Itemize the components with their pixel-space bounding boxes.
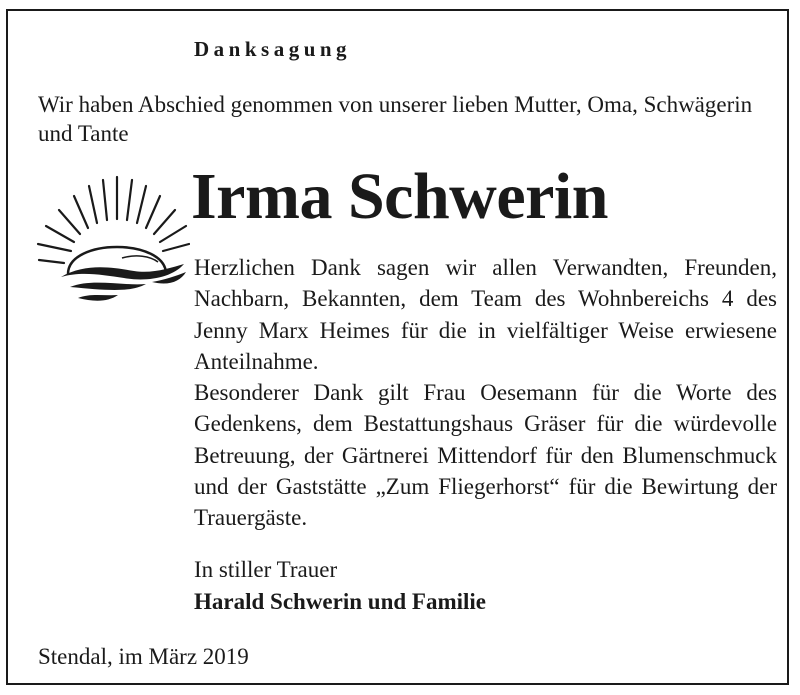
closing-line: In stiller Trauer [194,557,338,582]
obituary-notice [6,9,789,685]
intro-text: Wir haben Abschied genommen von unserer lieben Mutter, Oma, Schwägerin und Tante [38,92,753,146]
place-date: Stendal, im März 2019 [38,644,249,669]
signatories: Harald Schwerin und Familie [194,589,486,614]
thanks-paragraph-2: Besonderer Dank gilt Frau Oesemann für die Worte des Gedenkens, dem Bestattungshaus Gräser für die würdevolle Betreuung, der Gärtnerei Mittendorf für den Blumenschmuck und der Gaststätte „Zum Fliegerhorst“ für die Bewirtung der Trauergäste. [194,380,777,531]
deceased-name: Irma Schwerin [191,160,608,233]
notice-heading: Danksagung [194,37,352,61]
sunrise-over-hills-icon [34,174,190,309]
thanks-body [194,252,777,534]
thanks-paragraph-1: Herzlichen Dank sagen wir allen Verwandten, Freunden, Nachbarn, Bekannten, dem Team des Wohnbereichs 4 des Jenny Marx Heimes für die in vielfältiger Weise erwiesene Anteilnahme. [194,255,777,374]
